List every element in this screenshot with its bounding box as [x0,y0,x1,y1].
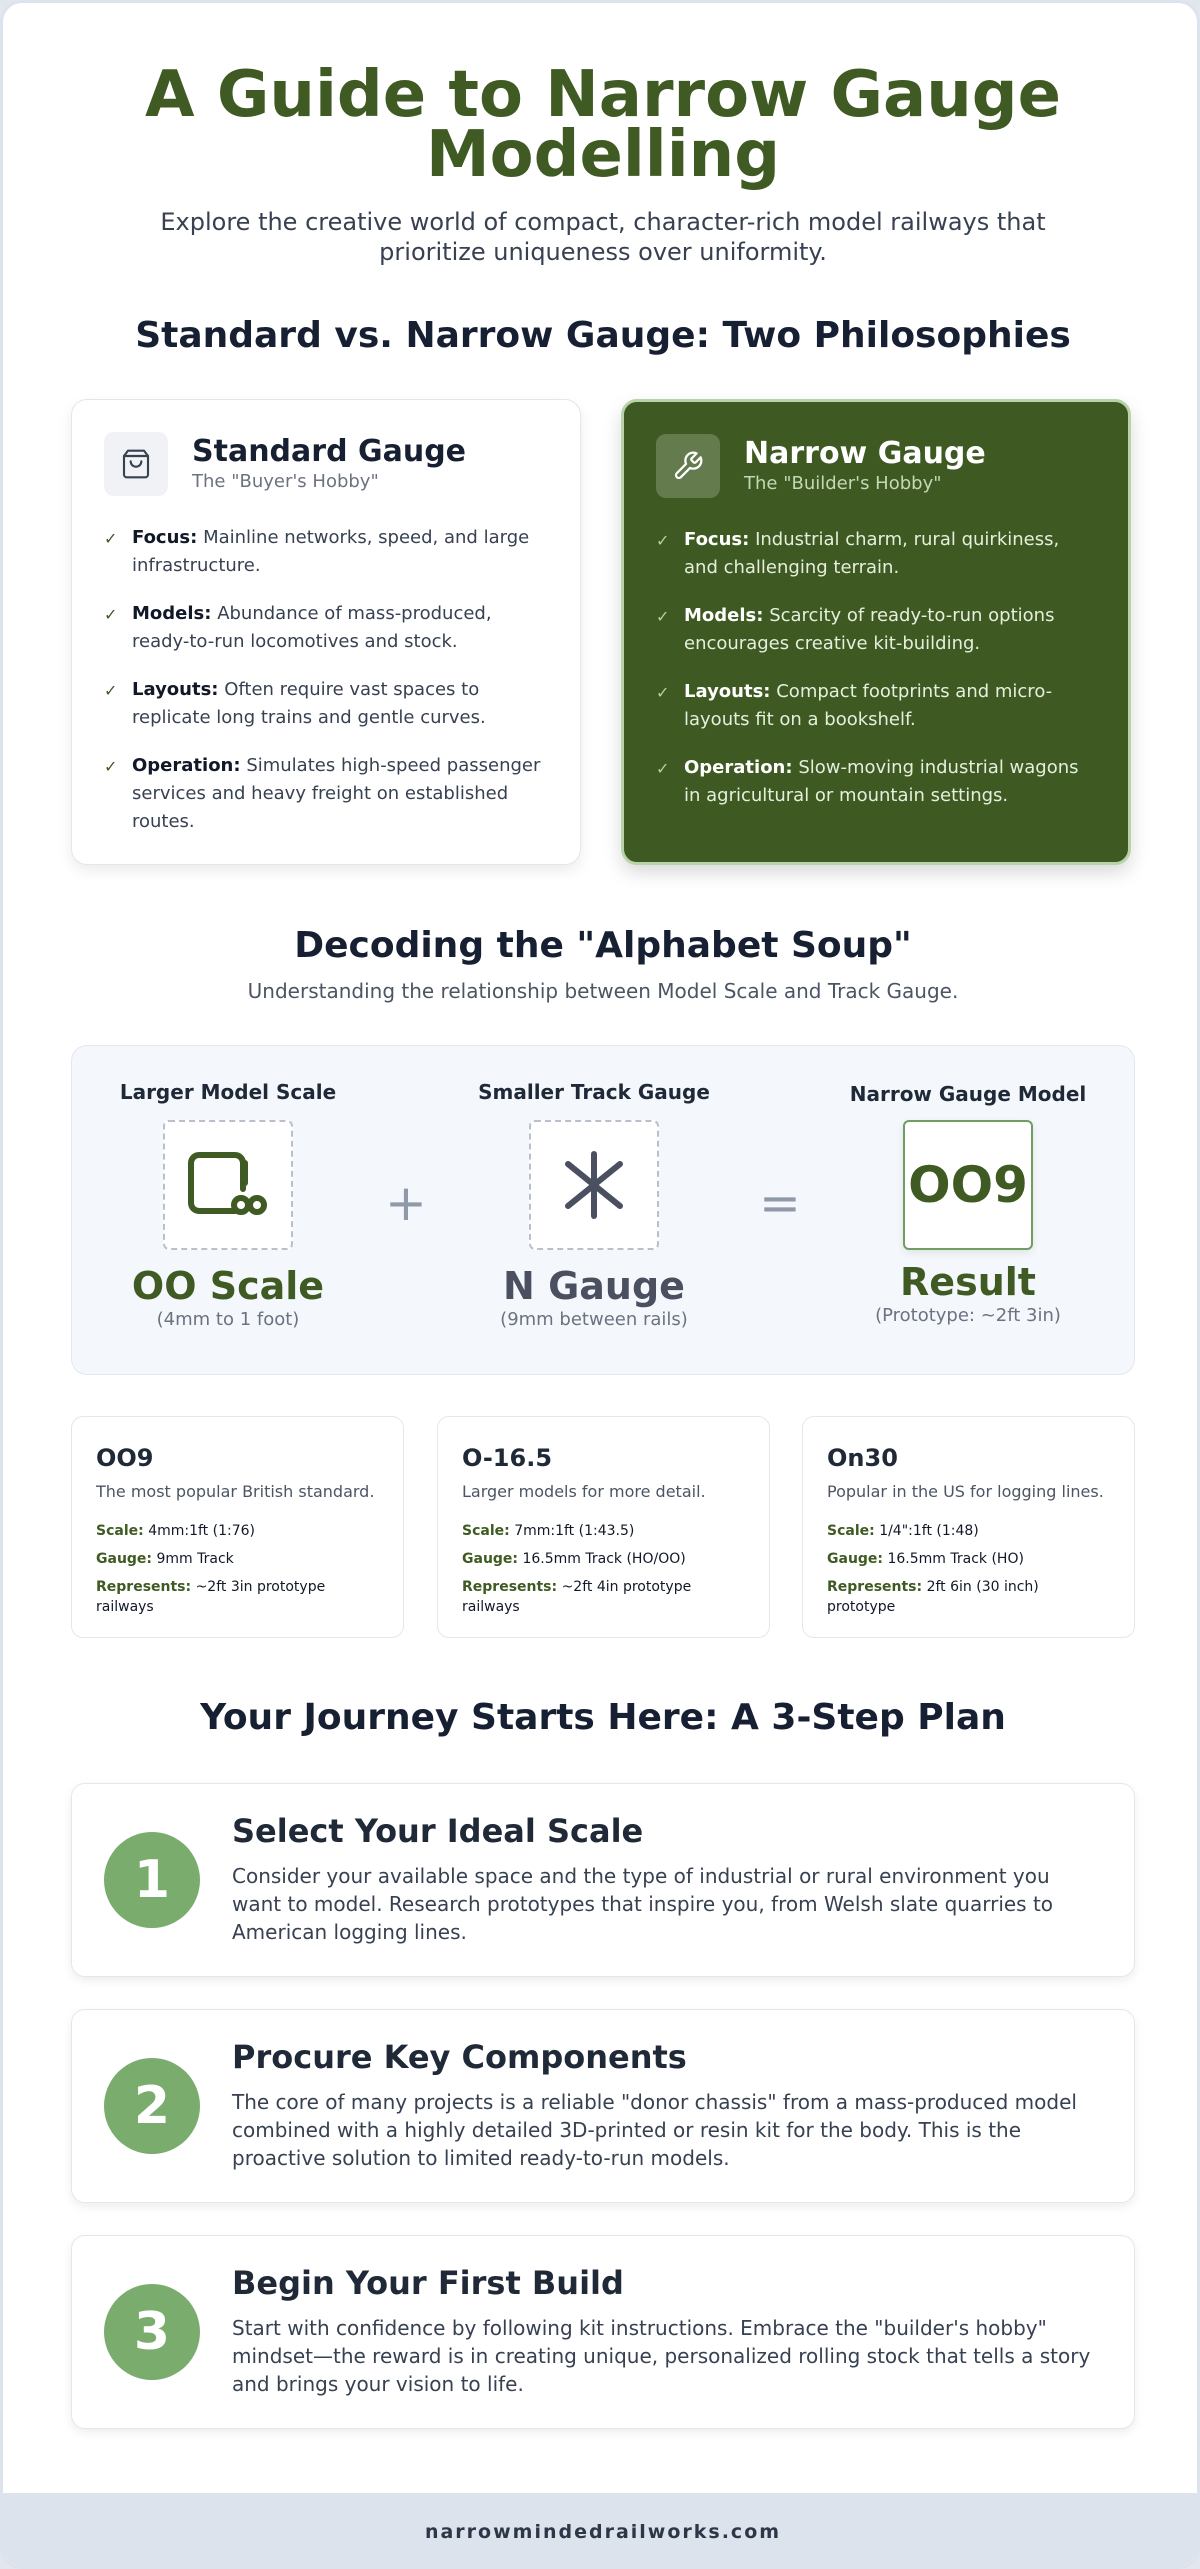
point-text: Often require vast spaces to replicate long trains and gentle curves. [132,679,486,728]
point-item [104,752,548,836]
point-label: Focus: [684,529,750,550]
column-label: Smaller Track Gauge [478,1080,710,1104]
point-text: Scarcity of ready-to-run options encourages creative kit-building. [684,605,1055,654]
represents-spec: Represents: ~2ft 4in prototype railways [462,1579,692,1615]
check-icon: ✓ [656,759,670,778]
point-item [104,676,548,732]
point-label: Operation: [132,755,241,776]
standard-gauge-card [71,399,581,865]
check-icon: ✓ [656,607,670,626]
scale-name: On30 [827,1444,898,1472]
track-gauge-note: (9mm between rails) [500,1309,688,1330]
step-body: The core of many projects is a reliable "donor chassis" from a mass-produced model combined with a highly detailed 3D-printed or resin kit for the body. This is the proactive solution to limited ready-to-run models. [232,2090,1077,2170]
point-label: Models: [132,603,212,624]
soup-subheading: Understanding the relationship between Model Scale and Track Gauge. [247,979,959,1003]
footer-site-link[interactable]: narrowmindedrailworks.com [3,2493,1200,2569]
point-text: Abundance of mass-produced, ready-to-run locomotives and stock. [132,603,492,652]
check-icon: ✓ [656,683,670,702]
column-label: Larger Model Scale [119,1080,337,1104]
scale-equation-panel [71,1045,1135,1375]
result-column [818,1046,1118,1328]
result-name: Result [900,1260,1036,1304]
shopping-bag-icon [104,432,168,496]
point-text: Slow-moving industrial wagons in agricultural or mountain settings. [684,757,1079,806]
gauge-spec: Gauge: 16.5mm Track (HO/OO) [462,1551,686,1567]
track-gauge-name: N Gauge [503,1264,685,1308]
card-tagline: The "Builder's Hobby" [744,473,942,494]
model-scale-column [78,1046,378,1332]
result-note: (Prototype: ~2ft 3in) [875,1305,1061,1326]
scale-description: The most popular British standard. [96,1482,375,1501]
scale-description: Popular in the US for logging lines. [827,1482,1104,1501]
step-card-3 [71,2235,1135,2429]
narrow-gauge-card [621,399,1131,865]
asterisk-icon [529,1120,659,1250]
point-item [656,678,1096,734]
model-scale-note: (4mm to 1 foot) [156,1309,300,1330]
result-code: OO9 [908,1156,1028,1214]
page-subtitle: Explore the creative world of compact, character-rich model railways that prioritize uniqueness over uniformity. [160,208,1046,266]
point-label: Layouts: [684,681,771,702]
column-label: Narrow Gauge Model [849,1082,1087,1106]
point-text: Simulates high-speed passenger services and heavy freight on established routes. [132,755,541,832]
wrench-icon [656,434,720,498]
scale-name: OO9 [96,1444,154,1472]
point-label: Operation: [684,757,793,778]
page-title: A Guide to Narrow Gauge Modelling [145,58,1061,192]
step-number: 2 [104,2058,200,2154]
point-item [656,602,1096,658]
model-scale-name: OO Scale [131,1264,325,1308]
step-body: Start with confidence by following kit instructions. Embrace the "builder's hobby" mindset—the reward is in creating unique, personalized rolling stock that tells a story and brings your vision to life. [232,2316,1091,2396]
card-header [656,434,1096,498]
point-text: Industrial charm, rural quirkiness, and challenging terrain. [684,529,1060,578]
comparison-heading: Standard vs. Narrow Gauge: Two Philosophies [135,315,1071,356]
gauge-spec: Gauge: 16.5mm Track (HO) [827,1551,1024,1567]
soup-heading: Decoding the "Alphabet Soup" [294,925,912,966]
check-icon: ✓ [656,531,670,550]
journey-heading: Your Journey Starts Here: A 3-Step Plan [200,1697,1006,1738]
plus-sign: + [385,1174,427,1232]
scale-spec: Scale: 4mm:1ft (1:76) [96,1523,255,1539]
result-box [903,1120,1033,1250]
point-text: Mainline networks, speed, and large infrastructure. [132,527,530,576]
step-title: Procure Key Components [232,2038,687,2076]
represents-spec: Represents: 2ft 6in (30 inch) prototype [827,1579,1039,1615]
step-card-2 [71,2009,1135,2203]
step-body: Consider your available space and the type of industrial or rural environment you want to model. Research prototypes that inspire you, from Welsh slate quarries to American logging lines. [232,1864,1054,1944]
equals-sign: = [759,1174,801,1232]
check-icon: ✓ [104,681,118,700]
card-header [104,432,548,496]
point-list [104,524,548,836]
step-number: 1 [104,1832,200,1928]
scale-description: Larger models for more detail. [462,1482,706,1501]
step-title: Select Your Ideal Scale [232,1812,644,1850]
point-label: Focus: [132,527,198,548]
represents-spec: Represents: ~2ft 3in prototype railways [96,1579,326,1615]
point-item [104,600,548,656]
scale-spec: Scale: 1/4":1ft (1:48) [827,1523,979,1539]
point-item [656,526,1096,582]
point-list [656,526,1096,810]
point-text: Compact footprints and micro-layouts fit on a bookshelf. [684,681,1053,730]
point-label: Models: [684,605,764,626]
scale-spec: Scale: 7mm:1ft (1:43.5) [462,1523,635,1539]
card-title: Narrow Gauge [744,436,986,471]
point-item [656,754,1096,810]
scale-name: O-16.5 [462,1444,553,1472]
track-gauge-column [444,1046,744,1332]
check-icon: ✓ [104,529,118,548]
check-icon: ✓ [104,605,118,624]
point-label: Layouts: [132,679,219,700]
scale-card-on30 [802,1416,1135,1638]
card-tagline: The "Buyer's Hobby" [192,471,379,492]
check-icon: ✓ [104,757,118,776]
step-number: 3 [104,2284,200,2380]
scale-card-o-16-5 [437,1416,770,1638]
point-item [104,524,548,580]
scale-card-oo9 [71,1416,404,1638]
step-title: Begin Your First Build [232,2264,624,2302]
card-title: Standard Gauge [192,434,467,469]
step-card-1 [71,1783,1135,1977]
large-scale-icon [163,1120,293,1250]
gauge-spec: Gauge: 9mm Track [96,1551,234,1567]
